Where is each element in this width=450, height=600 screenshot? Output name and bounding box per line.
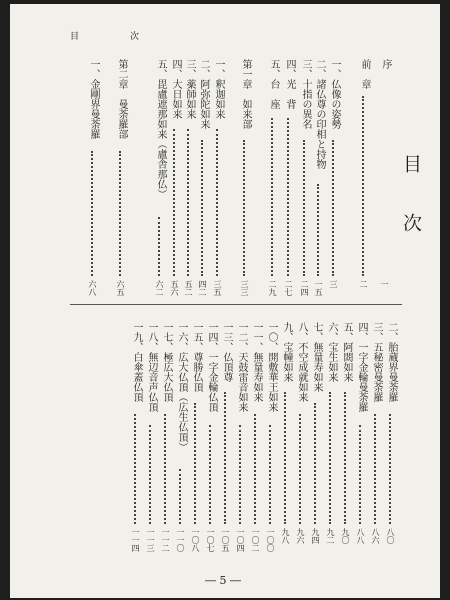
toc-page-number: 六五 — [116, 280, 125, 296]
toc-page-number: 一一二 — [161, 528, 170, 552]
toc-page-number: 二 — [359, 280, 368, 288]
book-page — [10, 4, 440, 598]
toc-entry: 序 — [380, 59, 391, 69]
leader-dots — [303, 140, 305, 276]
toc-entry: 七、無量寿如来 — [311, 322, 322, 392]
toc-entry: 前 章 — [359, 59, 370, 89]
toc-page-number: 八八 — [356, 528, 365, 544]
leader-dots — [332, 140, 334, 276]
toc-entry: 四、光 背 — [284, 59, 295, 109]
leader-dots — [194, 403, 196, 524]
toc-page-number: 八六 — [371, 528, 380, 544]
toc-page-number: 一〇八 — [191, 528, 200, 552]
toc-page-number: 三三 — [240, 280, 249, 296]
toc-page-number: 六二 — [155, 280, 164, 296]
toc-entry: 一、釈迦如来 — [213, 59, 224, 119]
toc-page-number: 三 — [329, 280, 338, 288]
toc-page-number: 五六 — [170, 280, 179, 296]
header-label-left: 目 — [70, 32, 80, 42]
leader-dots — [254, 414, 256, 524]
leader-dots — [284, 392, 286, 524]
toc-page-number: 九六 — [296, 528, 305, 544]
toc-page-number: 五二 — [184, 280, 193, 296]
toc-entry: 三、五秘密曼荼羅 — [371, 322, 382, 402]
toc-entry: 一、金剛界曼荼羅 — [88, 59, 99, 139]
leader-dots — [389, 414, 391, 524]
leader-dots — [359, 425, 361, 524]
toc-page-number: 九〇 — [341, 528, 350, 544]
toc-page-number: 二七 — [284, 280, 293, 296]
toc-entry: 五、台 座 — [268, 59, 279, 109]
leader-dots — [374, 414, 376, 524]
toc-entry: 一、仏像の姿勢 — [329, 59, 340, 129]
leader-dots — [164, 414, 166, 524]
leader-dots — [179, 469, 181, 524]
section-divider — [70, 304, 402, 305]
toc-entry: 一五、尊勝仏頂 — [191, 322, 202, 392]
toc-page-number: 九二 — [326, 528, 335, 544]
leader-dots — [362, 96, 364, 276]
header-label-right: 次 — [130, 32, 140, 42]
toc-entry: 六、宝生如来 — [326, 322, 337, 382]
toc-page-number: 一一四 — [131, 528, 140, 552]
leader-dots — [271, 118, 273, 276]
leader-dots — [173, 129, 175, 276]
leader-dots — [134, 414, 136, 524]
toc-page-number: 一〇五 — [221, 528, 230, 552]
toc-page-number: 一〇〇 — [266, 528, 275, 552]
leader-dots — [329, 392, 331, 524]
page-number: ― 5 ― — [205, 574, 241, 587]
leader-dots — [287, 118, 289, 276]
toc-entry: 一二、天鼓雷音如来 — [236, 322, 247, 412]
toc-entry: 九、宝幢如来 — [281, 322, 292, 382]
toc-entry: 五、毘盧遮那如来（盧舎那仏） — [155, 59, 166, 199]
toc-page-number: 一一三 — [146, 528, 155, 552]
toc-page-number: 二四 — [300, 280, 309, 296]
toc-page-number: 二九 — [268, 280, 277, 296]
leader-dots — [344, 392, 346, 524]
leader-dots — [243, 140, 245, 276]
leader-dots — [299, 414, 301, 524]
toc-entry: 一九、白傘蓋仏頂 — [131, 322, 142, 402]
toc-entry: 第二章 曼荼羅部 — [116, 59, 127, 139]
toc-entry: 二、阿弥陀如来 — [198, 59, 209, 129]
toc-entry: 一八、無辺音声仏頂 — [146, 322, 157, 412]
toc-entry: 二、胎蔵界曼荼羅 — [386, 322, 397, 402]
page-title: 目次 — [400, 154, 422, 272]
leader-dots — [239, 425, 241, 524]
toc-page-number: 一五 — [314, 280, 323, 296]
toc-page-number: 一 — [380, 280, 389, 288]
leader-dots — [91, 151, 93, 276]
toc-page-number: 六八 — [88, 280, 97, 296]
toc-entry: 八、不空成就如来 — [296, 322, 307, 402]
leader-dots — [149, 425, 151, 524]
toc-entry: 第一章 如来部 — [240, 59, 251, 129]
leader-dots — [119, 151, 121, 276]
leader-dots — [201, 140, 203, 276]
leader-dots — [158, 217, 160, 276]
toc-entry: 一七、極広大仏頂 — [161, 322, 172, 402]
leader-dots — [224, 392, 226, 524]
toc-entry: 一四、一字金輪仏頂 — [206, 322, 217, 412]
toc-entry: 一六、広大仏頂（広生仏頂） — [176, 322, 187, 452]
toc-page-number: 九八 — [281, 528, 290, 544]
toc-entry: 一一、無量寿如来 — [251, 322, 262, 402]
leader-dots — [269, 425, 271, 524]
toc-page-number: 九四 — [311, 528, 320, 544]
leader-dots — [187, 129, 189, 276]
toc-entry: 三、薬師如来 — [184, 59, 195, 119]
toc-page-number: 一〇七 — [206, 528, 215, 552]
toc-page-number: 一〇二 — [251, 528, 260, 552]
leader-dots — [216, 129, 218, 276]
leader-dots — [209, 425, 211, 524]
toc-page-number: 一〇四 — [236, 528, 245, 552]
toc-page-number: 四二 — [198, 280, 207, 296]
toc-entry: 三、十指の異名 — [300, 59, 311, 129]
toc-page-number: 三五 — [213, 280, 222, 296]
toc-page-number: 一一〇 — [176, 528, 185, 552]
toc-entry: 一三、仏頂尊 — [221, 322, 232, 382]
toc-entry: 二、諸仏尊の印相と持物 — [314, 59, 325, 169]
toc-entry: 一〇、開敷華王如来 — [266, 322, 277, 412]
toc-entry: 四、大日如来 — [170, 59, 181, 119]
leader-dots — [314, 403, 316, 524]
toc-entry: 五、阿閦如来 — [341, 322, 352, 382]
leader-dots — [317, 184, 319, 276]
toc-page-number: 八〇 — [386, 528, 395, 544]
toc-entry: 四、一字金輪曼荼羅 — [356, 322, 367, 412]
